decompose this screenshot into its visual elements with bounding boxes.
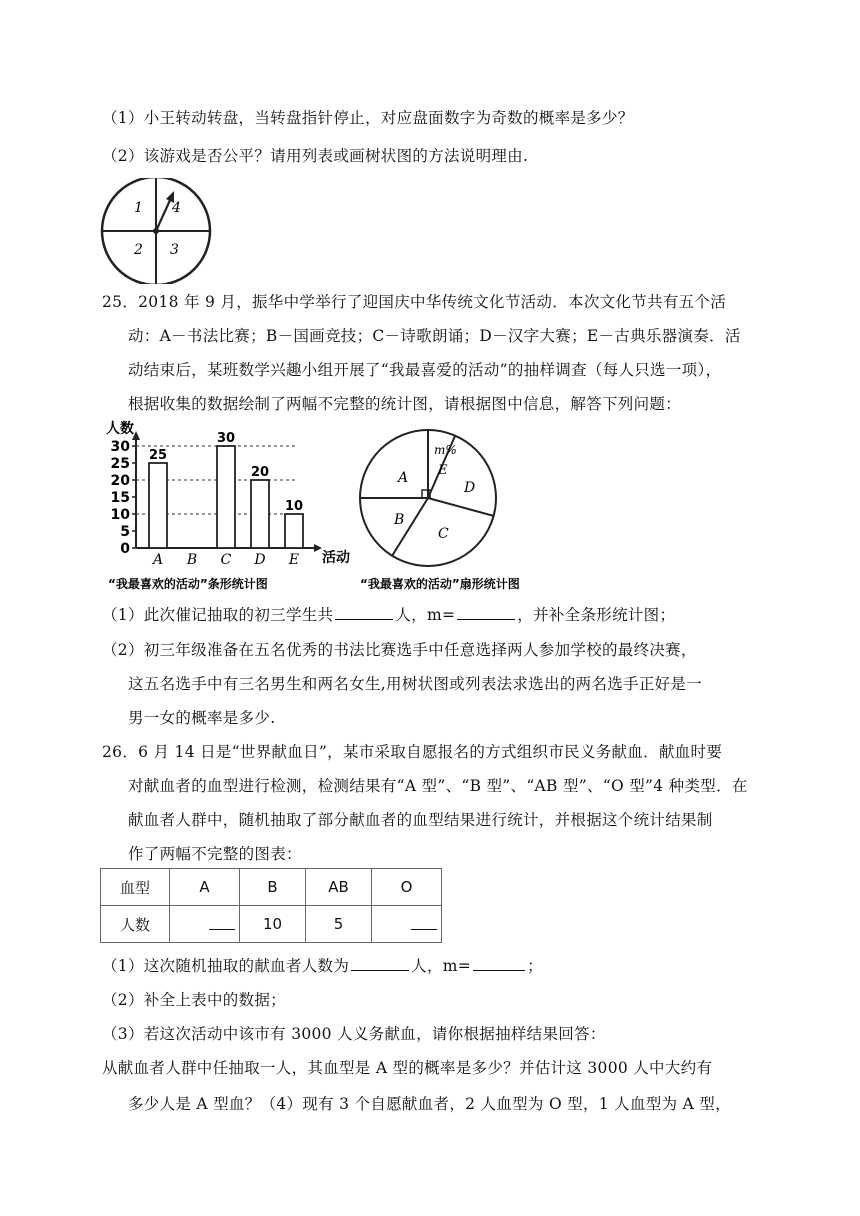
table-blank-o <box>411 915 437 930</box>
bar-chart-ytick-label: 5 <box>120 524 130 540</box>
table-count-ab: 5 <box>306 906 372 943</box>
spinner-label-3: 3 <box>170 242 179 258</box>
spinner-label-2: 2 <box>134 242 143 258</box>
pie-label-b: B <box>394 512 405 528</box>
table-type-a: A <box>170 869 240 906</box>
pie-chart-title: “我最喜欢的活动”扇形统计图 <box>360 577 520 591</box>
bar-chart-ytick-label: 30 <box>110 439 130 455</box>
q25-part1-text-b: 人，m= <box>395 606 456 624</box>
table-count-b: 10 <box>240 906 306 943</box>
q25-blank-m <box>457 604 515 620</box>
table-blank-a <box>209 915 235 930</box>
q25-line3: 动结束后，某班数学兴趣小组开展了“我最喜爱的活动”的抽样调查（每人只选一项）， <box>128 361 722 379</box>
bar-data-label: 30 <box>216 431 236 446</box>
pie-label-a: A <box>398 470 409 486</box>
bar-c <box>217 446 235 548</box>
table-type-ab: AB <box>306 869 372 906</box>
bar-chart-title: “我最喜欢的活动”条形统计图 <box>108 577 268 591</box>
bar-e <box>285 514 303 548</box>
bar-chart-ytick-label: 15 <box>110 490 130 506</box>
q26-line3: 献血者人群中，随机抽取了部分献血者的血型结果进行统计，并根据这个统计结果制 <box>128 811 713 829</box>
bar-category-label: B <box>186 552 198 568</box>
table-row-label: 人数 <box>101 906 170 943</box>
bar-a <box>149 463 167 548</box>
spinner-diagram <box>98 178 216 284</box>
q26-part1-text-b: 人，m= <box>411 957 472 975</box>
pie-label-c: C <box>438 526 449 542</box>
spinner-label-1: 1 <box>134 200 143 216</box>
q25-blank-count <box>335 604 393 620</box>
table-header-label: 血型 <box>101 869 170 906</box>
bar-data-label: 25 <box>148 448 168 463</box>
q26-line4: 作了两幅不完整的图表： <box>128 845 302 863</box>
q25-line2: 动：A－书法比赛；B－国画竞技；C－诗歌朗诵；D－汉字大赛；E－古典乐器演奏．活 <box>128 327 741 345</box>
bar-category-label: C <box>220 552 232 568</box>
bar-chart-xlabel: 活动 <box>322 550 350 566</box>
bar-chart-ytick-label: 0 <box>120 541 130 557</box>
table-row <box>101 906 442 943</box>
bar-chart-x-arrow <box>314 544 322 552</box>
pie-label-d: D <box>464 480 476 496</box>
q25-part1-text-c: ，并补全条形统计图； <box>517 606 676 624</box>
q25-part2-line1: （2）初三年级准备在五名优秀的书法比赛选手中任意选择两人参加学校的最终决赛， <box>102 641 697 659</box>
q26-blank-m <box>473 955 525 971</box>
spinner-pointer <box>156 198 171 231</box>
pie-label-e: E <box>438 463 448 478</box>
bar-chart-ytick-label: 25 <box>110 456 130 472</box>
bar-category-label: A <box>152 552 164 568</box>
table-count-o <box>372 906 442 943</box>
spinner-label-4: 4 <box>172 200 181 216</box>
blood-type-table <box>100 868 442 943</box>
q25-part2-line2: 这五名选手中有三名男生和两名女生,用树状图或列表法求选出的两名选手正好是一 <box>128 675 703 693</box>
bar-chart-ylabel: 人数 <box>106 421 134 437</box>
table-type-b: B <box>240 869 306 906</box>
spinner-center <box>153 228 159 234</box>
q26-part3-line2: 从献血者人群中任抽取一人，其血型是 A 型的概率是多少？并估计这 3000 人中大约有 <box>102 1059 713 1077</box>
q25-part2-line3: 男一女的概率是多少. <box>128 709 276 727</box>
pie-percent-label: m% <box>434 443 457 457</box>
pie-chart <box>356 420 566 596</box>
q25-part1-text-a: （1）此次催记抽取的初三学生共 <box>102 606 334 624</box>
q25-line1: 25．2018 年 9 月，振华中学举行了迎国庆中华传统文化节活动．本次文化节共有五个活 <box>102 293 727 311</box>
q25-part1 <box>102 604 675 625</box>
table-count-a <box>170 906 240 943</box>
q26-part3: （3）若这次活动中该市有 3000 人义务献血，请你根据抽样结果回答： <box>102 1025 606 1043</box>
q26-blank-count <box>351 955 409 971</box>
bar-category-label: E <box>288 552 300 568</box>
q26-part1 <box>102 955 543 976</box>
bar-chart-ytick-label: 10 <box>110 507 130 523</box>
q26-line1: 26．6 月 14 日是“世界献血日”，某市采取自愿报名的方式组织市民义务献血．献血时要 <box>102 743 723 761</box>
q26-part1-text-a: （1）这次随机抽取的献血者人数为 <box>102 957 350 975</box>
bar-chart <box>100 420 362 596</box>
bar-category-label: D <box>254 552 266 568</box>
pie-divider-dc <box>428 498 494 516</box>
q26-line2: 对献血者的血型进行检测，检测结果有“A 型”、“B 型”、“AB 型”、“O 型”4 种类型．在 <box>128 777 748 795</box>
table-type-o: O <box>372 869 442 906</box>
q26-part1-text-c: ； <box>527 957 543 975</box>
q25-line4: 根据收集的数据绘制了两幅不完整的统计图，请根据图中信息，解答下列问题： <box>128 395 682 413</box>
bar-d <box>251 480 269 548</box>
q26-part3-line3: 多少人是 A 型血？（4）现有 3 个自愿献血者，2 人血型为 O 型，1 人血型为 A 型， <box>128 1095 731 1113</box>
q26-part2: （2）补全上表中的数据； <box>102 991 286 1009</box>
bar-data-label: 20 <box>250 465 270 480</box>
q24-part1: （1）小王转动转盘，当转盘指针停止，对应盘面数字为奇数的概率是多少？ <box>102 109 634 127</box>
table-row <box>101 869 442 906</box>
bar-chart-ytick-label: 20 <box>110 473 130 489</box>
bar-data-label: 10 <box>284 499 304 514</box>
q24-part2: （2）该游戏是否公平？请用列表或画树状图的方法说明理由. <box>102 147 529 165</box>
